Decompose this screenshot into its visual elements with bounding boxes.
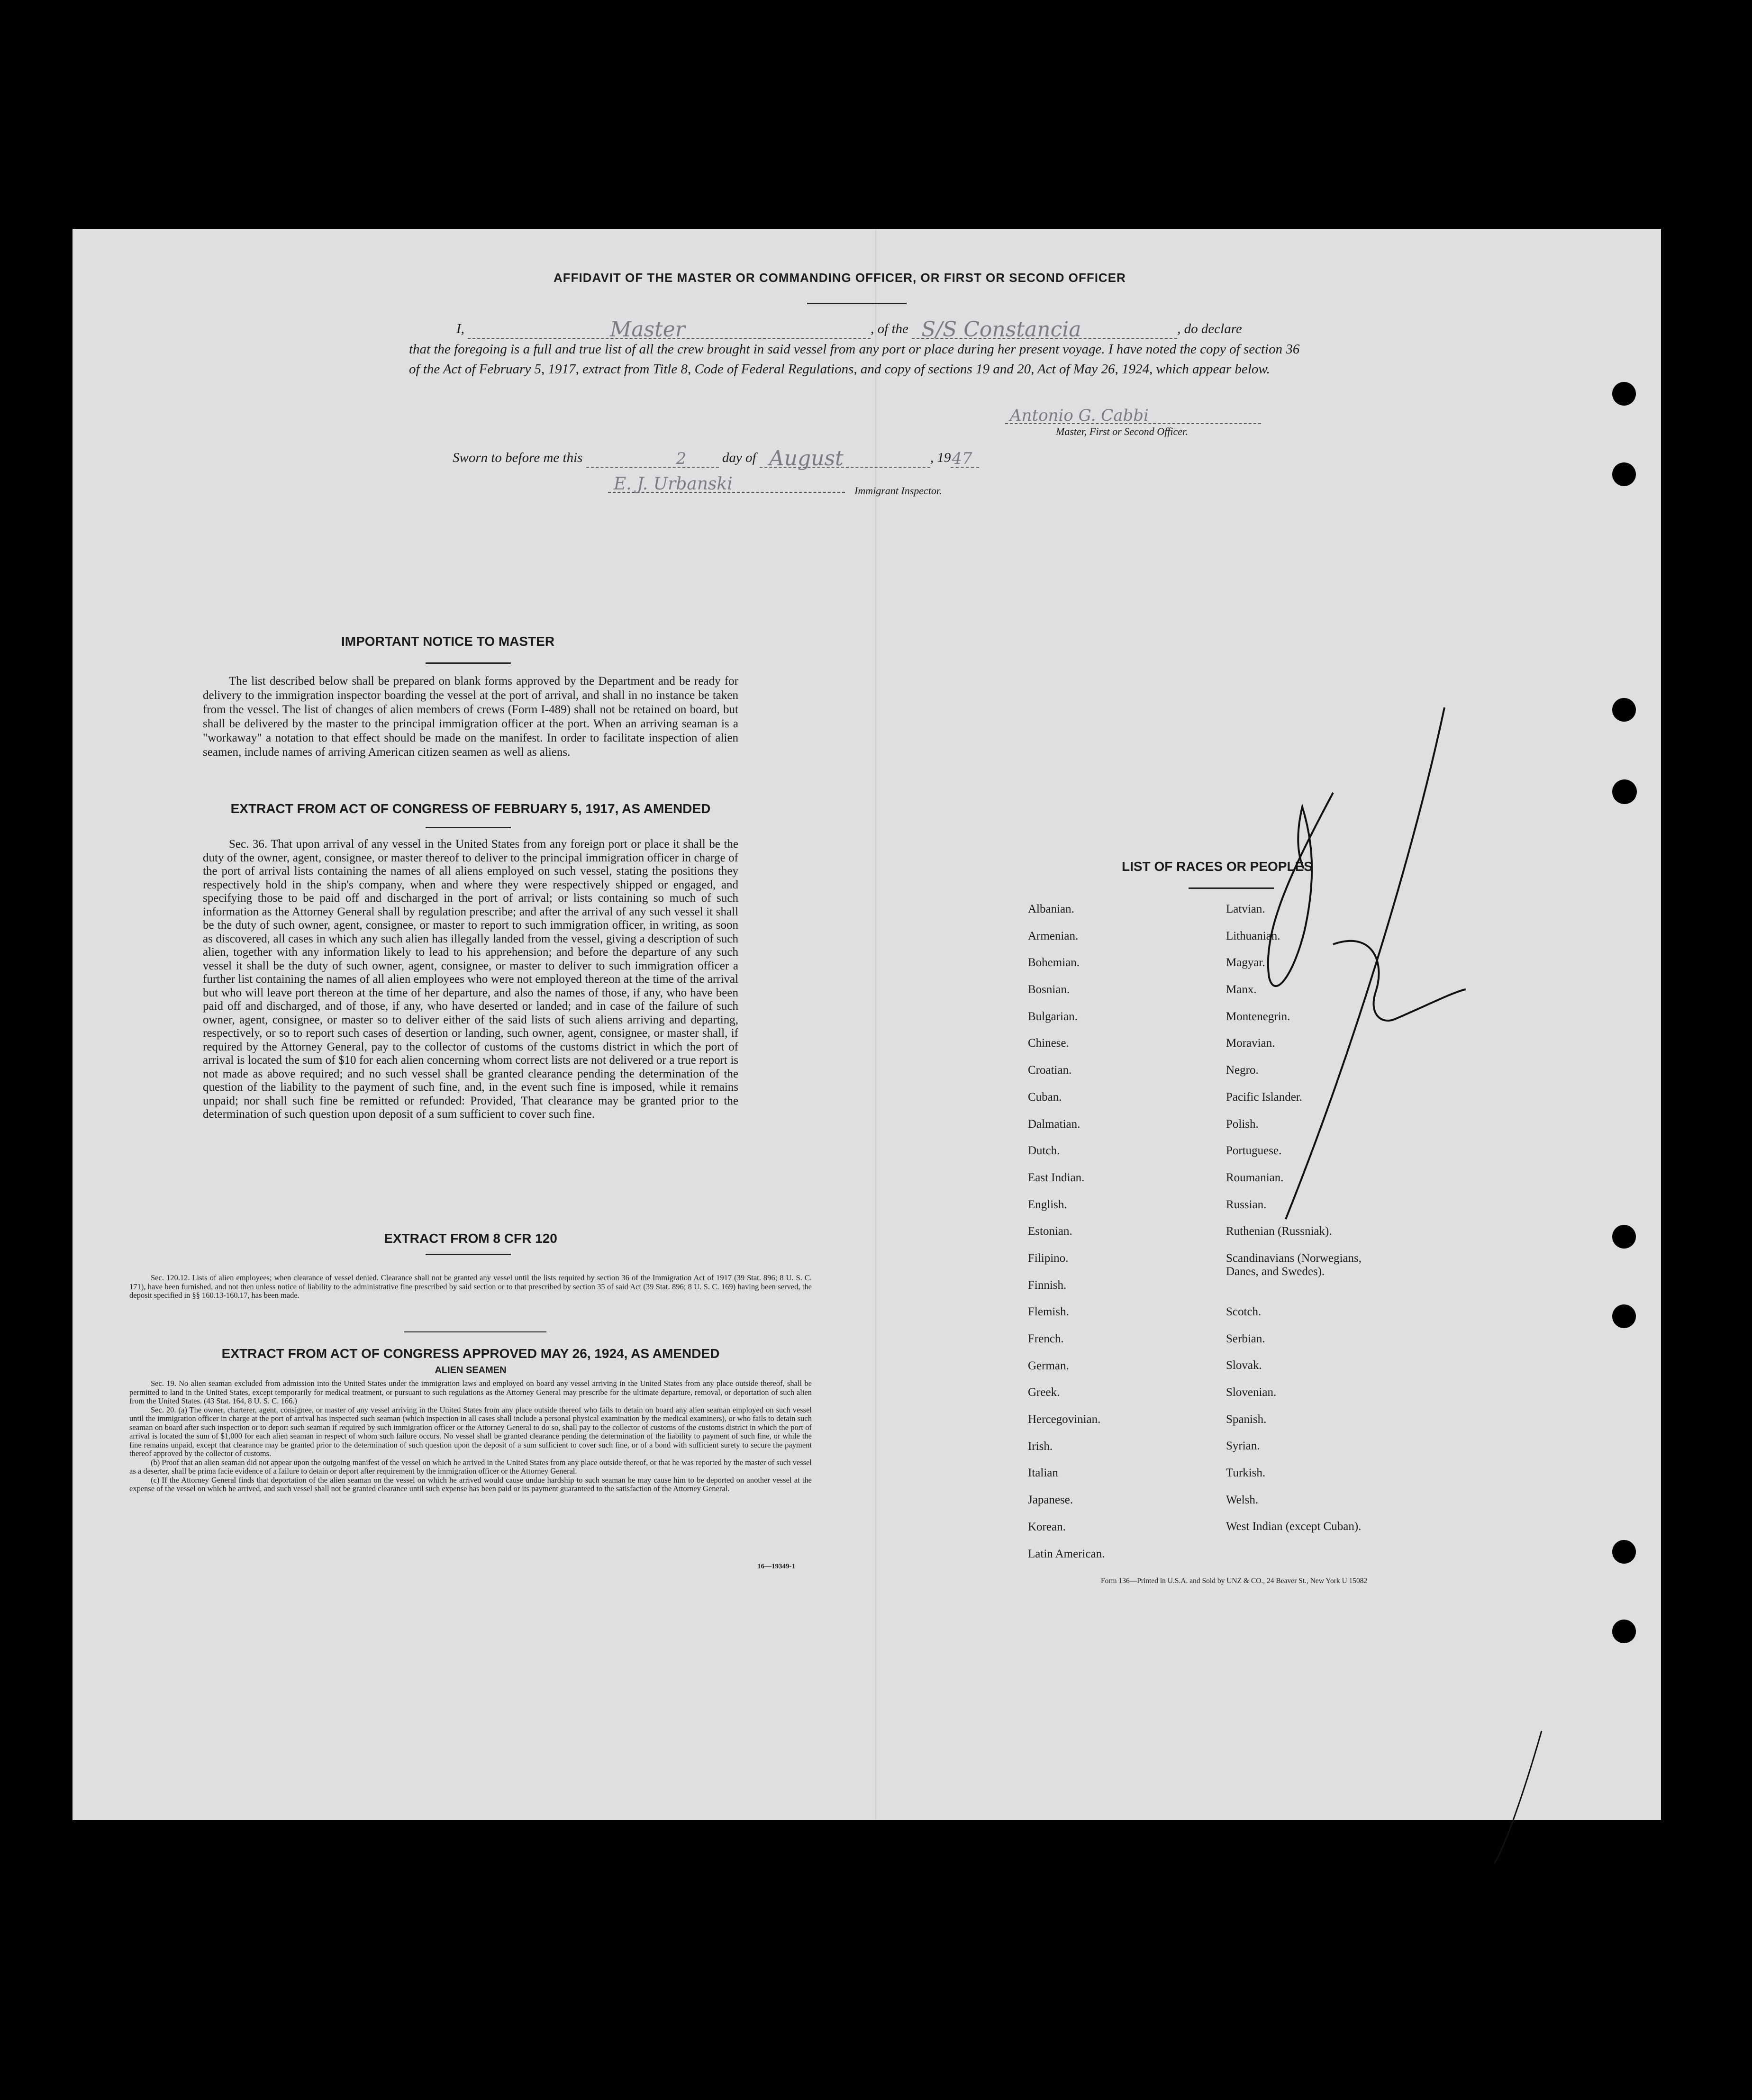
- extract-cfr-rule: [426, 1254, 511, 1255]
- race-item: Turkish.: [1226, 1466, 1266, 1480]
- document-page: [73, 229, 1661, 1820]
- inspector-caption: Immigrant Inspector.: [854, 485, 942, 497]
- notice-text: The list described below shall be prepared on blank forms approved by the Department and be ready for delivery to the immigration inspector boarding the vessel at the port of arrival, and shall in no instance be taken from the vessel. The list of changes of alien members of crews (Form I-489) shall not be retained on board, but shall be delivered by the master to the principal immigration officer at the port. When an arriving seaman is a "workaway" a notation to that effect should be made on the manifest. In order to facilitate inspection of alien seamen, include names of arriving American citizen seamen as well as aliens.: [203, 675, 738, 759]
- race-item: Montenegrin.: [1226, 1010, 1290, 1023]
- binder-hole: [1612, 779, 1637, 804]
- races-heading: LIST OF RACES OR PEOPLES: [1122, 859, 1313, 874]
- race-item: Japanese.: [1028, 1494, 1073, 1507]
- pencil-mark: [1494, 1731, 1542, 1864]
- extract-1924-heading: EXTRACT FROM ACT OF CONGRESS APPROVED MAY 26, 1924, AS AMENDED: [221, 1346, 720, 1361]
- vessel-name-field[interactable]: [912, 317, 1177, 342]
- pencil-annotation: [1191, 452, 1617, 1873]
- extract-cfr-text: Sec. 120.12. Lists of alien employees; when clearance of vessel denied. Clearance shall not be granted any vessel until the lists required by section 36 of the Immigration Act of 1917 (39 Stat. 896; 8 U. S. C. 171), have been furnished, and not then unless notice of liability to the administrative fine prescribed by said section or to that prescribed by section 35 of said Act (39 Stat. 896; 8 U. S. C. 169) having been served, the deposit specified in §§ 160.13-160.17, has been made.: [129, 1273, 812, 1300]
- master-name-value: Master: [610, 317, 685, 342]
- sworn-mid: day of: [722, 450, 756, 465]
- master-name-field[interactable]: [468, 317, 871, 342]
- race-item: Serbian.: [1226, 1332, 1265, 1345]
- binder-hole: [1612, 1225, 1636, 1249]
- sworn-line: [453, 446, 1069, 471]
- vessel-name-value: S/S Constancia: [921, 317, 1081, 342]
- race-item: Polish.: [1226, 1117, 1259, 1131]
- inspector-signature: E. J. Urbanski: [614, 474, 733, 494]
- extract-cfr-heading: EXTRACT FROM 8 CFR 120: [384, 1231, 557, 1246]
- race-item: Bulgarian.: [1028, 1010, 1078, 1023]
- affidavit-body: that the foregoing is a full and true list of all the crew brought in said vessel from any port or place during her present voyage. I have noted the copy of section 36 of the Act of February 5, 1917, extract from Title 8, Code of Federal Regulations, and copy of sections 19 and 20, Act of May 26, 1924, which appear below.: [409, 342, 1300, 377]
- races-left-column: [1028, 903, 1208, 1574]
- race-item: Lithuanian.: [1226, 929, 1280, 942]
- race-item: Pacific Islander.: [1226, 1090, 1303, 1104]
- affidavit-title: AFFIDAVIT OF THE MASTER OR COMMANDING OFFICER, OR FIRST OR SECOND OFFICER: [554, 271, 1126, 285]
- sworn-month-field[interactable]: [760, 446, 930, 471]
- race-item: French.: [1028, 1332, 1064, 1345]
- race-item: Albanian.: [1028, 903, 1074, 915]
- officer-signature: Antonio G. Cabbi: [1010, 406, 1149, 425]
- race-item: English.: [1028, 1198, 1067, 1211]
- form-footer: Form 136—Printed in U.S.A. and Sold by UNZ & CO., 24 Beaver St., New York U 15082: [1101, 1577, 1368, 1585]
- extract-1924-code: 16—19349-1: [757, 1563, 795, 1570]
- extract-1924-subheading: ALIEN SEAMEN: [435, 1365, 507, 1376]
- race-item: Manx.: [1226, 983, 1257, 996]
- sec20b-text: (b) Proof that an alien seaman did not appear upon the outgoing manifest of the vessel on which he arrived in the United States from any place outside thereof, or that he was reported by the master of such vessel as a deserter, shall be prima facie evidence of a failure to detain or deport after requirement by the immigration officer or the Attorney General.: [129, 1457, 812, 1475]
- race-item: Finnish.: [1028, 1278, 1067, 1292]
- race-item: Greek.: [1028, 1386, 1060, 1399]
- race-item: Latvian.: [1226, 903, 1265, 915]
- pencil-digit-2: [1333, 941, 1466, 1021]
- sworn-day-field[interactable]: [586, 448, 719, 468]
- sworn-year-prefix: , 19: [930, 450, 951, 465]
- affidavit-line1-suffix: , do declare: [1177, 321, 1242, 336]
- affidavit-title-rule: [807, 303, 907, 304]
- binder-hole: [1612, 1620, 1636, 1643]
- race-item: Dalmatian.: [1028, 1117, 1080, 1131]
- officer-caption: Master, First or Second Officer.: [1056, 425, 1188, 437]
- notice-heading-rule: [426, 662, 511, 664]
- race-item: Scotch.: [1226, 1305, 1262, 1318]
- binder-hole: [1612, 382, 1636, 406]
- race-item: Cuban.: [1028, 1090, 1062, 1104]
- race-item: German.: [1028, 1359, 1069, 1372]
- sec20c-text: (c) If the Attorney General finds that deportation of the alien seaman on the vessel on which he arrived would cause undue hardship to such seaman he may cause him to be deported on another vessel at the expense of the vessel on which he arrived, and such vessel shall not be granted clearance until such expense has been paid or its payment guaranteed to the satisfaction of the Attorney General.: [129, 1475, 812, 1493]
- race-item: Filipino.: [1028, 1251, 1069, 1265]
- inspector-signature-line: [608, 473, 845, 493]
- race-item: West Indian (except Cuban).: [1226, 1520, 1362, 1533]
- sworn-year-field[interactable]: [951, 448, 979, 468]
- race-item: Ruthenian (Russniak).: [1226, 1225, 1332, 1238]
- race-item: Russian.: [1226, 1198, 1267, 1211]
- race-item: Chinese.: [1028, 1037, 1069, 1050]
- notice-heading: IMPORTANT NOTICE TO MASTER: [341, 634, 555, 649]
- extract-1917-rule: [426, 827, 511, 828]
- race-item: Roumanian.: [1226, 1171, 1284, 1184]
- sworn-year-value: 47: [952, 449, 972, 468]
- race-item: Latin American.: [1028, 1547, 1105, 1560]
- race-item: Bosnian.: [1028, 983, 1070, 996]
- race-item: Italian: [1028, 1466, 1058, 1480]
- race-item: Magyar.: [1226, 956, 1265, 969]
- race-item: Moravian.: [1226, 1037, 1275, 1050]
- sworn-day-value: 2: [676, 449, 687, 468]
- pencil-digit-8: [1268, 793, 1333, 986]
- pencil-slash: [1286, 707, 1444, 1219]
- race-item: Hercegovinian.: [1028, 1413, 1101, 1426]
- sec20a-text: Sec. 20. (a) The owner, charterer, agent, consignee, or master of any vessel arriving in the United States from any place outside thereof who fails to detain on board any alien seaman employed on such vessel until the immigration officer in charge at the port of arrival has inspected such seaman (which inspection in all cases shall include a personal physical examination by the medical examiners), or who fails to detain such seaman on board after such inspection or to deport such seaman if required by such immigration officer or the Attorney General to do so, shall pay to the collector of customs of the customs district in which the port of arrival is located the sum of $1,000 for each alien seaman in respect of whom such failure occurs. No vessel shall be granted clearance pending the determination of the liability to payment of such fine, or while the fine remains unpaid, except that clearance may be granted prior to the determination of such question upon the deposit of a sum sufficient to cover such fine, or of a bond with sufficient surety to secure the payment thereof approved by the collector of customs.: [129, 1405, 812, 1458]
- extract-1917-heading: EXTRACT FROM ACT OF CONGRESS OF FEBRUARY 5, 1917, AS AMENDED: [230, 801, 711, 816]
- binder-hole: [1612, 1540, 1636, 1564]
- binder-hole: [1612, 698, 1636, 722]
- race-item: Bohemian.: [1028, 956, 1080, 969]
- race-item: Spanish.: [1226, 1412, 1267, 1426]
- race-item: Portuguese.: [1226, 1144, 1282, 1158]
- extract-1924-top-rule: [404, 1331, 546, 1332]
- race-item: Croatian.: [1028, 1064, 1072, 1077]
- binder-hole: [1612, 462, 1636, 486]
- affidavit-line1-mid: , of the: [871, 321, 908, 336]
- race-item: Korean.: [1028, 1520, 1066, 1533]
- race-item: Armenian.: [1028, 929, 1079, 942]
- extract-1924-body: [129, 1379, 812, 1494]
- race-item: East Indian.: [1028, 1171, 1085, 1184]
- race-item: Estonian.: [1028, 1225, 1072, 1238]
- race-item: Slovak.: [1226, 1359, 1262, 1372]
- race-item: Slovenian.: [1226, 1386, 1277, 1399]
- race-item: Dutch.: [1028, 1144, 1060, 1158]
- extract-1917-text: Sec. 36. That upon arrival of any vessel in the United States from any foreign port or place it shall be the duty of the owner, agent, consignee, or master thereof to deliver to the principal immigration officer in charge of the port of arrival lists containing the names of all aliens employed on such vessel, stating the positions they respectively hold in the ship's company, when and where they were respectively shipped or engaged, and specifying those to be paid off and discharged in the port of arrival; or lists containing so much of such information as the Attorney General shall by regulation prescribe; and after the arrival of any such vessel it shall be the duty of such owner, agent, consignee, or master to report to such immigration officer, in writing, as soon as discovered, all cases in which any such alien has illegally landed from the vessel, giving a description of such alien, together with any information likely to lead to his apprehension; and before the departure of any such vessel it shall be the duty of such owner, agent, consignee, or master to deliver to such immigration officer a further list containing the names of all alien employees who were not employed thereon at the time of the arrival but who will leave port thereon at the time of her departure, and also the names of those, if any, who have been paid off and discharged, and of those, if any, who have deserted or landed; and in case of the failure of such owner, agent, consignee, or master so to deliver either of the said lists of such aliens arriving and departing, respectively, or so to report such cases of desertion or landing, such owner, agent, consignee, or master shall, if required by the Attorney General, pay to the collector of customs of the customs district in which the port of arrival is located the sum of $10 for each alien concerning whom correct lists are not delivered or a true report is not made as above required; and no such vessel shall be granted clearance pending the determination of the question of the liability to the payment of such fine, and, in the event such fine is imposed, while it remains unpaid; nor shall such fine be remitted or refunded: Provided, That clearance may be granted prior to the determination of such question upon deposit of a sum sufficient to cover such fine.: [203, 838, 738, 1121]
- affidavit-line-1: [456, 317, 1369, 342]
- sworn-prefix: Sworn to before me this: [453, 450, 583, 465]
- binder-hole: [1612, 1304, 1636, 1328]
- sec19-text: Sec. 19. No alien seaman excluded from admission into the United States under the immigration laws and employed on board any vessel arriving in the United States from any place outside thereof, shall be permitted to land in the United States, except temporarily for medical treatment, or pursuant to such regulations as the Attorney General may prescribe for the ultimate departure, removal, or deportation of such alien from the United States. (43 Stat. 164, 8 U. S. C. 166.): [129, 1379, 812, 1405]
- affidavit-line1-prefix: I,: [456, 321, 464, 336]
- race-item: Flemish.: [1028, 1305, 1069, 1319]
- officer-signature-line: [1005, 404, 1261, 424]
- race-item: Negro.: [1226, 1064, 1259, 1077]
- sworn-month-value: August: [769, 446, 844, 471]
- race-item: Irish.: [1028, 1439, 1053, 1453]
- race-item: Welsh.: [1226, 1493, 1259, 1506]
- race-item: Syrian.: [1226, 1439, 1260, 1453]
- race-item: Scandinavians (Norwegians, Danes, and Swedes).: [1226, 1251, 1362, 1278]
